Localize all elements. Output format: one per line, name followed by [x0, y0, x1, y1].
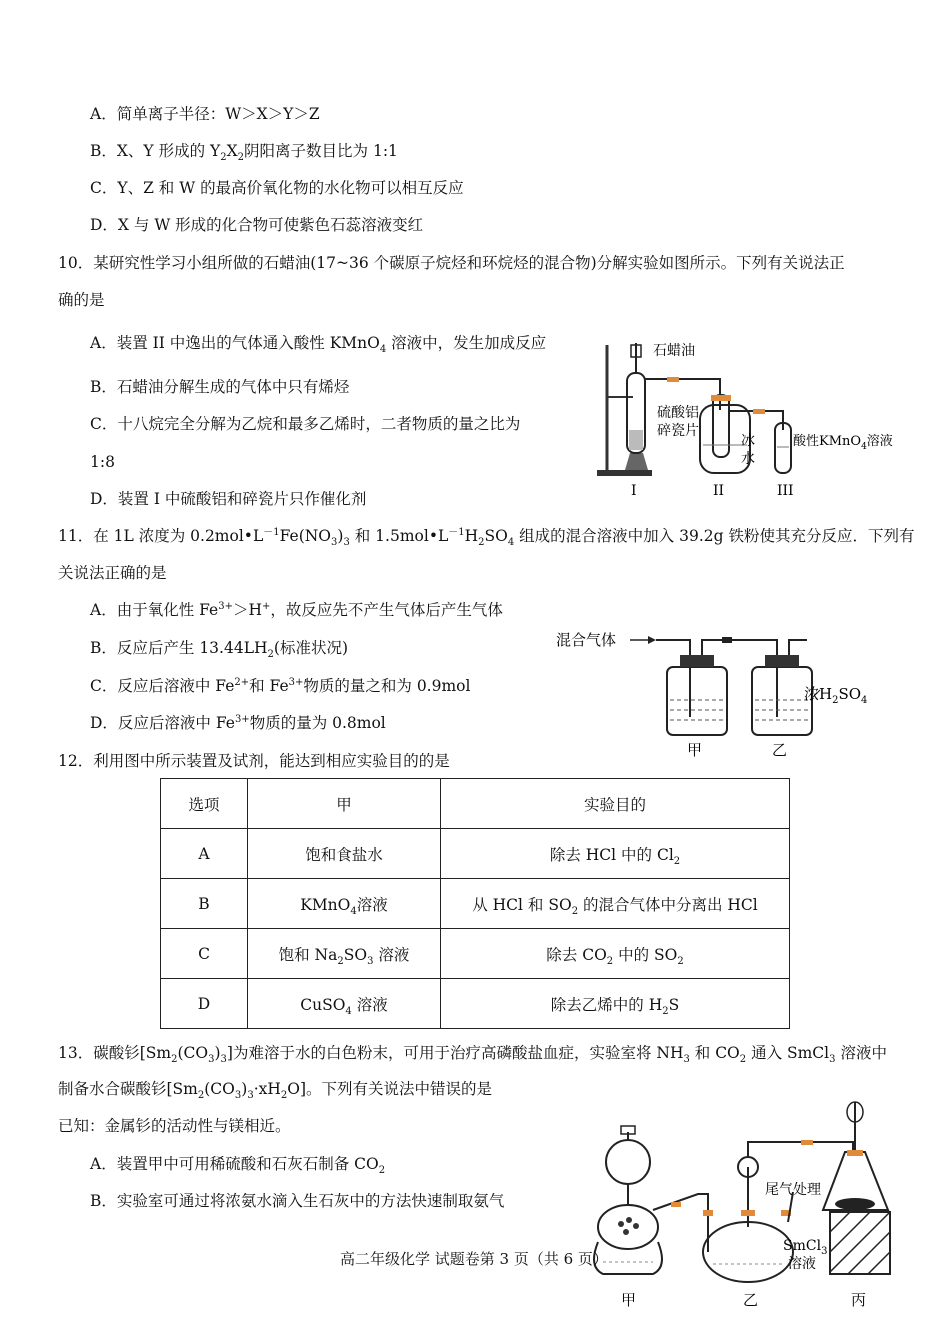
row-jia: 饱和食盐水 — [248, 829, 441, 879]
row-goal: 除去 $CO_2$ 中的 $SO_2$ — [441, 929, 790, 979]
label-kmno4: 酸性KMnO$_4$溶液 — [793, 434, 893, 452]
label-ice-1: 冰 — [741, 433, 755, 449]
q10-option-c-cont: 1:8 — [90, 453, 115, 471]
row-jia: 饱和 $Na_2SO_3$ 溶液 — [248, 929, 441, 979]
label-catalyst-2: 碎瓷片 — [657, 423, 699, 439]
row-jia: KMnO$_4$溶液 — [248, 879, 441, 929]
label-app-jia: 甲 — [621, 1291, 637, 1309]
q11-option-a: A．由于氧化性 $Fe^{3+}>H^+$，故反应先不产生气体后产生气体 — [90, 600, 503, 619]
label-catalyst-1: 硫酸铝 — [657, 405, 699, 421]
q9-option-b: B．X、Y 形成的 $Y_2X_2$阴阳离子数目比为 1:1 — [90, 142, 398, 164]
label-roman-3: III — [777, 483, 794, 499]
q13-known: 已知：金属钐的活动性与镁相近。 — [58, 1117, 291, 1135]
row-goal: 除去乙烯中的 $H_2S$ — [441, 979, 790, 1029]
label-roman-1: I — [631, 483, 637, 499]
header-goal: 实验目的 — [441, 779, 790, 829]
q9-option-d: D．X 与 W 形成的化合物可使紫色石蕊溶液变红 — [90, 216, 424, 234]
q10-option-c: C．十八烷完全分解为乙烷和最多乙烯时，二者物质的量之比为 — [90, 415, 521, 433]
q13-option-a: A．装置甲中可用稀硫酸和石灰石制备 $CO_2$ — [90, 1155, 386, 1177]
table-header-row — [161, 779, 790, 829]
header-option: 选项 — [161, 779, 248, 829]
q10-stem-line1: 10．某研究性学习小组所做的石蜡油(17~36 个碳原子烷烃和环烷烃的混合物)分解实验如图所示。下列有关说法正 — [58, 254, 845, 272]
row-option: C — [161, 929, 248, 979]
cracking-apparatus-diagram — [585, 335, 925, 500]
q11-stem-line2: 关说法正确的是 — [58, 564, 167, 582]
q10-option-a: A．装置 II 中逸出的气体通入酸性 KMnO$_4$ 溶液中，发生加成反应 — [90, 334, 547, 356]
label-smcl3-solution: 溶液 — [788, 1256, 816, 1272]
label-roman-2: II — [713, 483, 725, 499]
q12-options-table — [160, 778, 790, 1029]
label-tail-gas: 尾气处理 — [765, 1182, 821, 1198]
table-row — [161, 979, 790, 1029]
q13-option-b: B．实验室可通过将浓氨水滴入生石灰中的方法快速制取氨气 — [90, 1192, 505, 1210]
q13-stem-line1: 13．碳酸钐$[Sm_2(CO_3)_3]$为难溶于水的白色粉末，可用于治疗高磷酸盐血症，实验室将 $NH_3$ 和 $CO_2$ 通入 SmCl$_3$ 溶液中 — [58, 1044, 887, 1066]
q11-stem-line1: 11．在 1L 浓度为 $0.2mol•L^{-1}Fe(NO_3)_3$ 和 $1.5mol•L^{-1}H_2SO_4$ 组成的混合溶液中加入 39.2g 铁粉使其充分反应．下列有 — [58, 526, 915, 549]
row-option: B — [161, 879, 248, 929]
label-conc-h2so4: 浓$H_2SO_4$ — [804, 685, 868, 706]
q10-option-d: D．装置 I 中硫酸铝和碎瓷片只作催化剂 — [90, 490, 367, 508]
washing-bottles-diagram — [552, 625, 882, 760]
q10-option-b: B．石蜡油分解生成的气体中只有烯烃 — [90, 378, 350, 396]
table-row — [161, 879, 790, 929]
header-jia: 甲 — [248, 779, 441, 829]
table-row — [161, 829, 790, 879]
q9-option-c: C．Y、Z 和 W 的最高价氧化物的水化物可以相互反应 — [90, 179, 464, 197]
label-bottle-jia: 甲 — [687, 741, 703, 759]
label-smcl3: SmCl$_3$ — [783, 1238, 828, 1257]
samarium-apparatus-diagram — [583, 1092, 913, 1344]
page-footer: 高二年级化学 试题卷第 3 页（共 6 页） — [340, 1250, 608, 1268]
row-option: A — [161, 829, 248, 879]
row-goal: 从 HCl 和 $SO_2$ 的混合气体中分离出 HCl — [441, 879, 790, 929]
q11-option-b: B．反应后产生 $13.44LH_2$(标准状况) — [90, 639, 348, 661]
table-row — [161, 929, 790, 979]
label-app-bing: 丙 — [851, 1291, 867, 1309]
row-jia: CuSO$_4$ 溶液 — [248, 979, 441, 1029]
q11-option-c: C．反应后溶液中 $Fe^{2+}$和 $Fe^{3+}$物质的量之和为 0.9mol — [90, 676, 471, 695]
row-goal: 除去 HCl 中的 $Cl_2$ — [441, 829, 790, 879]
q10-stem-line2: 确的是 — [58, 291, 105, 309]
q12-stem: 12．利用图中所示装置及试剂，能达到相应实验目的的是 — [58, 752, 450, 770]
label-app-yi: 乙 — [743, 1291, 759, 1309]
q11-option-d: D．反应后溶液中 $Fe^{3+}$物质的量为 0.8mol — [90, 713, 386, 732]
label-ice-2: 水 — [741, 451, 755, 467]
label-mixed-gas: 混合气体 — [556, 631, 617, 649]
label-bottle-yi: 乙 — [772, 741, 788, 759]
q13-stem-line2: 制备水合碳酸钐$[Sm_2(CO_3)_3\cdot xH_2O]$。下列有关说法中错误的是 — [58, 1080, 493, 1102]
label-paraffin-oil: 石蜡油 — [653, 343, 695, 359]
q9-option-a: A．简单离子半径：W＞X＞Y＞Z — [90, 105, 320, 123]
row-option: D — [161, 979, 248, 1029]
